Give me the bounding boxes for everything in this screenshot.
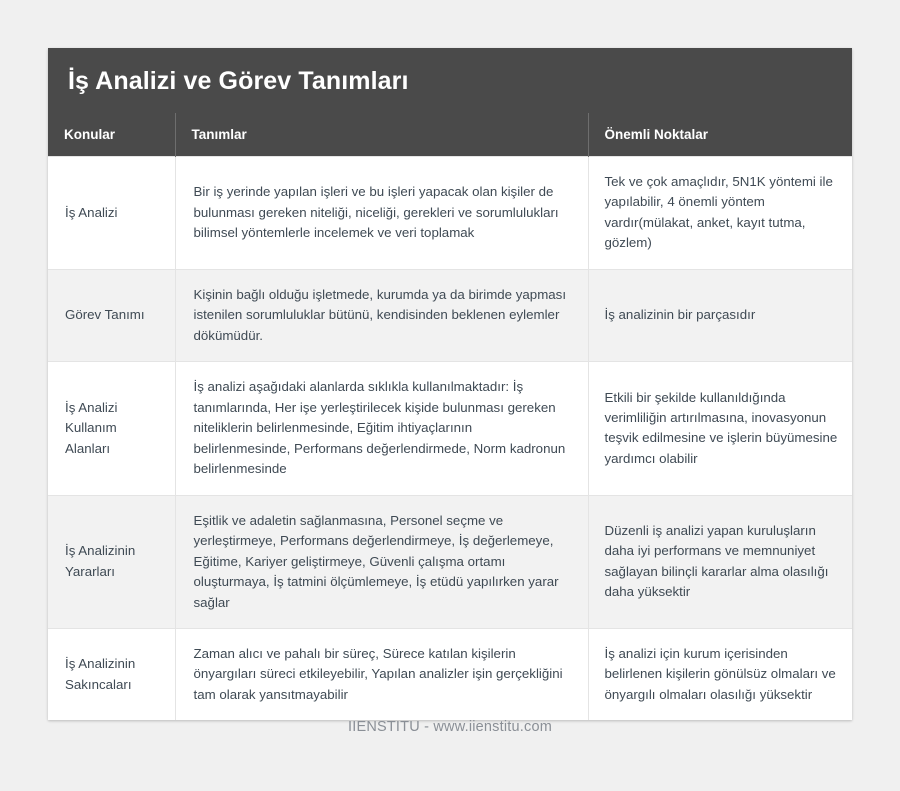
table-header-row: [48, 113, 852, 157]
cell-definition: Kişinin bağlı olduğu işletmede, kurumda ya da birimde yapması istenilen sorumluluklar bütünü, kendisinden beklenen eylemler dökümüdür.: [175, 269, 588, 361]
table-header: [48, 113, 852, 157]
table-row: [48, 269, 852, 361]
table-row: [48, 362, 852, 495]
cell-topic: Görev Tanımı: [48, 269, 175, 361]
cell-topic: İş Analizinin Sakıncaları: [48, 628, 175, 720]
cell-notes: Etkili bir şekilde kullanıldığında verimliliğin artırılmasına, inovasyonun teşvik edilmesine ve işlerin büyümesine yardımcı olabilir: [588, 362, 852, 495]
info-card: [48, 48, 852, 720]
page-title: İş Analizi ve Görev Tanımları: [68, 67, 409, 95]
column-header-onemli-noktalar: Önemli Noktalar: [588, 113, 852, 157]
cell-notes: İş analizinin bir parçasıdır: [588, 269, 852, 361]
footer-attribution: IIENSTITU - www.iienstitu.com: [348, 719, 552, 735]
footer: [0, 718, 900, 736]
table-row: [48, 495, 852, 628]
job-analysis-table: [48, 113, 852, 720]
cell-topic: İş Analizi Kullanım Alanları: [48, 362, 175, 495]
cell-definition: Zaman alıcı ve pahalı bir süreç, Sürece katılan kişilerin önyargıları süreci etkileyebilir, Yapılan analizler işin gerçekliğini tam olarak yansıtmayabilir: [175, 628, 588, 720]
card-title-bar: [48, 48, 852, 113]
column-header-konular: Konular: [64, 127, 116, 142]
cell-definition: Bir iş yerinde yapılan işleri ve bu işleri yapacak olan kişiler de bulunması gereken niteliği, niceliği, gerekleri ve sorumlulukları bilimsel yöntemlerle incelemek ve veri toplamak: [175, 157, 588, 270]
table-row: [48, 628, 852, 720]
cell-definition: İş analizi aşağıdaki alanlarda sıklıkla kullanılmaktadır: İş tanımlarında, Her işe yerleştirilecek kişide bulunması gereken niteliklerin belirlenmesinde, Eğitim ihtiyaçlarının belirlenmesinde, Performans değerlendirmede, Norm kadronun belirlenmesinde: [175, 362, 588, 495]
cell-definition: Eşitlik ve adaletin sağlanmasına, Personel seçme ve yerleştirmeye, Performans değerlendirmeye, İş değerlemeye, Eğitime, Kariyer geliştirmeye, Güvenli çalışma ortamı oluşturmaya, İş tatmini ölçümlemeye, İş etüdü yapılırken yarar sağlar: [175, 495, 588, 628]
column-header-tanimlar: Tanımlar: [175, 113, 588, 157]
cell-topic: İş Analizi: [48, 157, 175, 270]
cell-topic: İş Analizinin Yararları: [48, 495, 175, 628]
cell-notes: Tek ve çok amaçlıdır, 5N1K yöntemi ile yapılabilir, 4 önemli yöntem vardır(mülakat, anket, kayıt tutma, gözlem): [588, 157, 852, 270]
table-row: [48, 157, 852, 270]
table-body: [48, 157, 852, 721]
cell-notes: Düzenli iş analizi yapan kuruluşların daha iyi performans ve memnuniyet sağlayan bilinçli kararlar alma olasılığı daha yüksektir: [588, 495, 852, 628]
cell-notes: İş analizi için kurum içerisinden belirlenen kişilerin gönülsüz olmaları ve önyargılı olmaları olasılığı yüksektir: [588, 628, 852, 720]
